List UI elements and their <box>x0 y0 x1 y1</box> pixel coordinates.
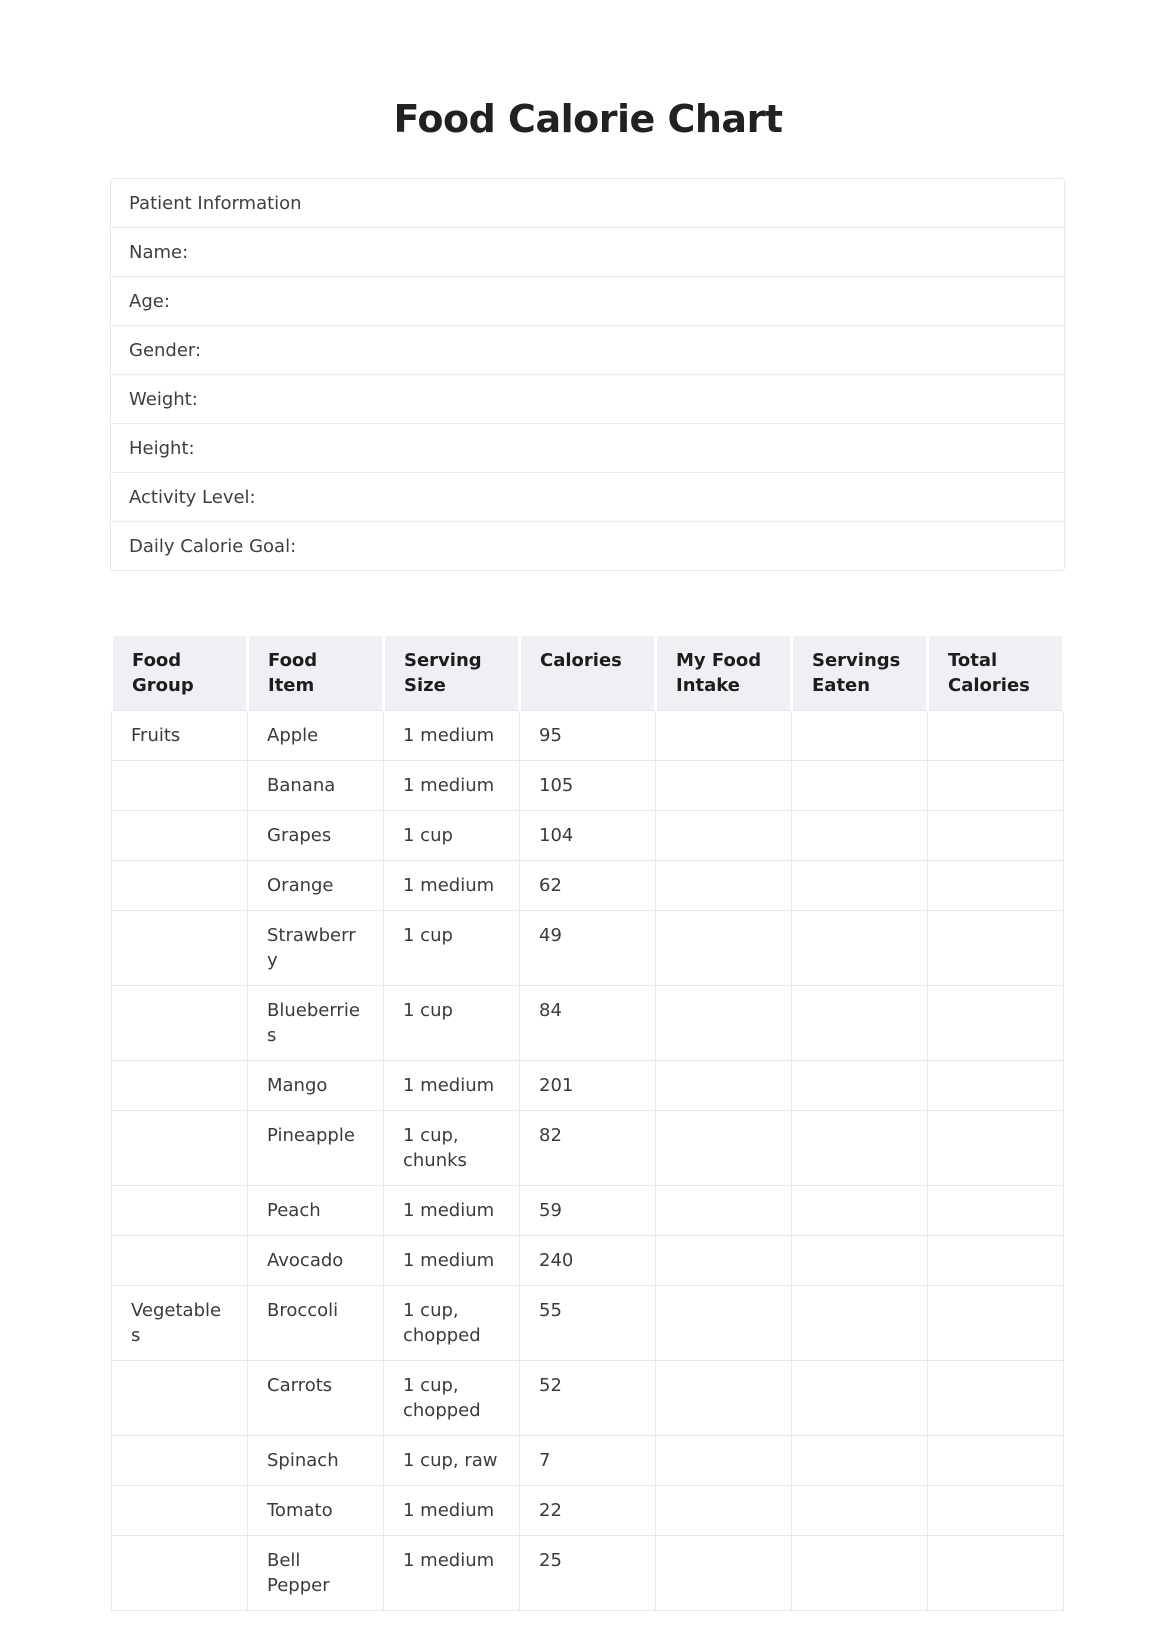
patient-field-weight: Weight: <box>111 375 1064 424</box>
my-food-intake-cell <box>656 1236 792 1286</box>
patient-info-card <box>110 178 1065 571</box>
my-food-intake-cell <box>656 811 792 861</box>
serving-size-cell: 1 medium <box>384 1186 520 1236</box>
servings-eaten-cell <box>792 761 928 811</box>
column-header-calories: Calories <box>520 637 656 711</box>
table-row <box>112 1436 1064 1486</box>
food-item-cell: Mango <box>248 1061 384 1111</box>
food-group-cell <box>112 1486 248 1536</box>
food-group-cell <box>112 861 248 911</box>
food-group-cell: Vegetables <box>112 1286 248 1361</box>
calories-cell: 84 <box>520 986 656 1061</box>
my-food-intake-cell <box>656 1486 792 1536</box>
my-food-intake-cell <box>656 711 792 761</box>
serving-size-cell: 1 medium <box>384 1236 520 1286</box>
calories-cell: 55 <box>520 1286 656 1361</box>
servings-eaten-cell <box>792 1111 928 1186</box>
serving-size-cell: 1 medium <box>384 1486 520 1536</box>
servings-eaten-cell <box>792 1361 928 1436</box>
food-item-cell: Spinach <box>248 1436 384 1486</box>
servings-eaten-cell <box>792 1286 928 1361</box>
servings-eaten-cell <box>792 1061 928 1111</box>
serving-size-cell: 1 cup <box>384 811 520 861</box>
column-header-total-calories: Total Calories <box>928 637 1064 711</box>
servings-eaten-cell <box>792 711 928 761</box>
column-header-servings-eaten: Servings Eaten <box>792 637 928 711</box>
total-calories-cell <box>928 1236 1064 1286</box>
food-group-cell <box>112 986 248 1061</box>
serving-size-cell: 1 medium <box>384 1061 520 1111</box>
calories-cell: 49 <box>520 911 656 986</box>
patient-field-gender: Gender: <box>111 326 1064 375</box>
food-group-cell <box>112 1236 248 1286</box>
my-food-intake-cell <box>656 1436 792 1486</box>
serving-size-cell: 1 cup, chunks <box>384 1111 520 1186</box>
table-row <box>112 811 1064 861</box>
calories-cell: 7 <box>520 1436 656 1486</box>
table-row <box>112 1536 1064 1611</box>
table-row <box>112 1111 1064 1186</box>
column-header-food-item: Food Item <box>248 637 384 711</box>
food-group-cell: Fruits <box>112 711 248 761</box>
total-calories-cell <box>928 1061 1064 1111</box>
total-calories-cell <box>928 986 1064 1061</box>
total-calories-cell <box>928 711 1064 761</box>
table-body <box>112 711 1064 1611</box>
food-item-cell: Bell Pepper <box>248 1536 384 1611</box>
patient-field-height: Height: <box>111 424 1064 473</box>
total-calories-cell <box>928 1436 1064 1486</box>
my-food-intake-cell <box>656 986 792 1061</box>
table-row <box>112 1061 1064 1111</box>
serving-size-cell: 1 cup, chopped <box>384 1286 520 1361</box>
food-group-cell <box>112 1186 248 1236</box>
servings-eaten-cell <box>792 861 928 911</box>
my-food-intake-cell <box>656 1536 792 1611</box>
table-header-row <box>112 637 1064 711</box>
table-row <box>112 761 1064 811</box>
my-food-intake-cell <box>656 761 792 811</box>
servings-eaten-cell <box>792 1486 928 1536</box>
column-header-serving-size: Serving Size <box>384 637 520 711</box>
servings-eaten-cell <box>792 986 928 1061</box>
serving-size-cell: 1 medium <box>384 761 520 811</box>
food-item-cell: Strawberry <box>248 911 384 986</box>
food-group-cell <box>112 1536 248 1611</box>
patient-field-age: Age: <box>111 277 1064 326</box>
calories-cell: 105 <box>520 761 656 811</box>
calories-cell: 82 <box>520 1111 656 1186</box>
food-item-cell: Orange <box>248 861 384 911</box>
my-food-intake-cell <box>656 1061 792 1111</box>
total-calories-cell <box>928 911 1064 986</box>
food-item-cell: Banana <box>248 761 384 811</box>
table-row <box>112 1286 1064 1361</box>
food-group-cell <box>112 1436 248 1486</box>
table-row <box>112 1361 1064 1436</box>
total-calories-cell <box>928 1111 1064 1186</box>
calories-cell: 62 <box>520 861 656 911</box>
total-calories-cell <box>928 761 1064 811</box>
total-calories-cell <box>928 1361 1064 1436</box>
total-calories-cell <box>928 1486 1064 1536</box>
table-row <box>112 986 1064 1061</box>
total-calories-cell <box>928 1536 1064 1611</box>
servings-eaten-cell <box>792 1436 928 1486</box>
serving-size-cell: 1 cup, chopped <box>384 1361 520 1436</box>
serving-size-cell: 1 cup, raw <box>384 1436 520 1486</box>
servings-eaten-cell <box>792 1236 928 1286</box>
table-row <box>112 711 1064 761</box>
serving-size-cell: 1 cup <box>384 911 520 986</box>
food-item-cell: Grapes <box>248 811 384 861</box>
calories-cell: 104 <box>520 811 656 861</box>
total-calories-cell <box>928 861 1064 911</box>
calories-cell: 201 <box>520 1061 656 1111</box>
food-group-cell <box>112 1061 248 1111</box>
food-item-cell: Broccoli <box>248 1286 384 1361</box>
table-row <box>112 911 1064 986</box>
serving-size-cell: 1 medium <box>384 1536 520 1611</box>
total-calories-cell <box>928 811 1064 861</box>
servings-eaten-cell <box>792 811 928 861</box>
patient-field-name: Name: <box>111 228 1064 277</box>
calories-cell: 52 <box>520 1361 656 1436</box>
my-food-intake-cell <box>656 911 792 986</box>
food-group-cell <box>112 1361 248 1436</box>
my-food-intake-cell <box>656 1186 792 1236</box>
calories-cell: 59 <box>520 1186 656 1236</box>
food-item-cell: Apple <box>248 711 384 761</box>
servings-eaten-cell <box>792 911 928 986</box>
serving-size-cell: 1 medium <box>384 711 520 761</box>
table-row <box>112 1236 1064 1286</box>
food-item-cell: Pineapple <box>248 1111 384 1186</box>
food-group-cell <box>112 1111 248 1186</box>
calories-cell: 240 <box>520 1236 656 1286</box>
my-food-intake-cell <box>656 1286 792 1361</box>
food-group-cell <box>112 911 248 986</box>
servings-eaten-cell <box>792 1536 928 1611</box>
column-header-food-group: Food Group <box>112 637 248 711</box>
patient-info-header: Patient Information <box>111 179 1064 228</box>
calories-cell: 95 <box>520 711 656 761</box>
column-header-my-food-intake: My Food Intake <box>656 637 792 711</box>
my-food-intake-cell <box>656 861 792 911</box>
food-item-cell: Tomato <box>248 1486 384 1536</box>
patient-field-daily-calorie-goal: Daily Calorie Goal: <box>129 535 297 557</box>
total-calories-cell <box>928 1186 1064 1236</box>
food-calorie-table <box>110 636 1065 1611</box>
food-item-cell: Carrots <box>248 1361 384 1436</box>
food-group-cell <box>112 811 248 861</box>
patient-field-activity-level: Activity Level: <box>111 473 1064 522</box>
table-row <box>112 1186 1064 1236</box>
page-title: Food Calorie Chart <box>393 97 783 141</box>
table-row <box>112 1486 1064 1536</box>
calories-cell: 25 <box>520 1536 656 1611</box>
serving-size-cell: 1 cup <box>384 986 520 1061</box>
serving-size-cell: 1 medium <box>384 861 520 911</box>
food-item-cell: Avocado <box>248 1236 384 1286</box>
servings-eaten-cell <box>792 1186 928 1236</box>
food-item-cell: Peach <box>248 1186 384 1236</box>
my-food-intake-cell <box>656 1361 792 1436</box>
total-calories-cell <box>928 1286 1064 1361</box>
food-item-cell: Blueberries <box>248 986 384 1061</box>
food-group-cell <box>112 761 248 811</box>
my-food-intake-cell <box>656 1111 792 1186</box>
table-row <box>112 861 1064 911</box>
calories-cell: 22 <box>520 1486 656 1536</box>
